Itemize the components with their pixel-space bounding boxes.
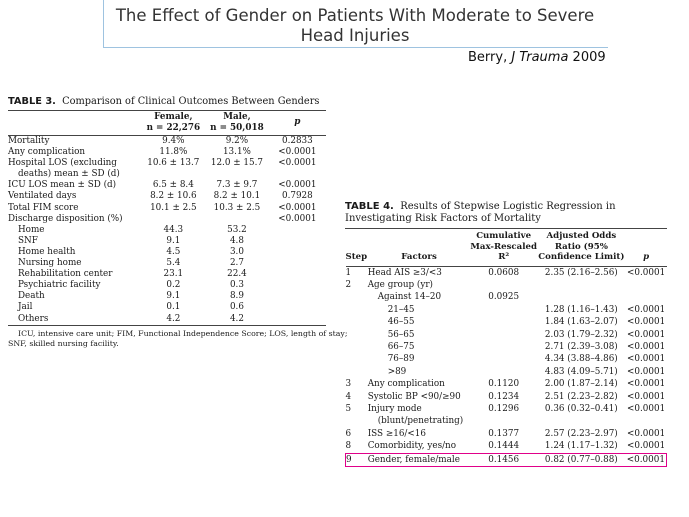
male-value: 22.4 (227, 269, 247, 280)
r2-value (470, 279, 537, 291)
table-3-header-female-line-2: n = 22,276 (146, 122, 201, 133)
table-row (8, 147, 326, 158)
table-3-header-female-line-1: Female, (154, 112, 193, 122)
step (346, 341, 368, 353)
p-value (269, 280, 326, 291)
step: 9 (346, 453, 368, 466)
p-value: 0.7928 (281, 191, 313, 202)
table-3-footnote-line-1: ICU, intensive care unit; FIM, Functional Independence Score; LOS, length of stay; (18, 328, 348, 338)
factor: Any complication (367, 379, 445, 390)
r2-value: 0.0925 (488, 292, 520, 303)
table-row (8, 258, 326, 269)
odds-ratio: 4.34 (3.88–4.86) (544, 354, 618, 365)
slide-title-line-2: Head Injuries (300, 26, 410, 45)
odds-ratio: 0.36 (0.32–0.41) (544, 403, 618, 414)
row-label: Psychiatric facility (18, 280, 101, 291)
row-label: Discharge disposition (%) (8, 213, 123, 224)
row-label (8, 158, 142, 180)
table-row (346, 291, 667, 303)
table-4-header-or-line-3: Confidence Limit) (538, 252, 625, 262)
r2-value (470, 329, 537, 341)
table-3-header-male-line-1: Male, (223, 112, 251, 122)
table-4-header-factors: Factors (368, 229, 471, 266)
table-row (346, 316, 667, 328)
p-value: <0.0001 (627, 379, 666, 390)
r2-value: 0.1444 (488, 441, 520, 452)
table-4-header-step: Step (346, 229, 368, 266)
table-row (8, 191, 326, 202)
table-row (346, 403, 667, 428)
factor: 76–89 (387, 354, 415, 365)
table-4-header-or-line-1: Adjusted Odds (546, 231, 617, 241)
female-value: 4.5 (166, 246, 181, 257)
odds-ratio: 2.57 (2.23–2.97) (544, 428, 618, 439)
r2-value: 0.1456 (470, 453, 537, 466)
table-row (8, 136, 326, 148)
slide-title-line-1: The Effect of Gender on Patients With Moderate to Severe (115, 6, 595, 25)
table-row (8, 236, 326, 247)
odds-ratio: 2.71 (2.39–3.08) (544, 341, 618, 352)
row-label: Nursing home (18, 258, 82, 269)
citation-journal: J Trauma (511, 50, 569, 65)
table-row (8, 247, 326, 258)
row-label: Total FIM score (8, 202, 79, 213)
table-row (346, 428, 667, 440)
female-value: 6.5 ± 8.4 (152, 180, 194, 191)
p-value: <0.0001 (627, 341, 666, 352)
male-value: 7.3 ± 9.7 (216, 180, 258, 191)
p-value (269, 258, 326, 269)
p-value: <0.0001 (278, 147, 317, 158)
step: 3 (345, 379, 352, 390)
table-row (8, 314, 326, 326)
p-value (269, 269, 326, 280)
table-4-grid (345, 229, 667, 467)
odds-ratio: 1.24 (1.17–1.32) (544, 441, 618, 452)
table-row (346, 391, 667, 403)
factor: Against 14–20 (377, 292, 442, 303)
table-4-header-r2-line-1: Cumulative (476, 231, 532, 241)
p-value: <0.0001 (627, 329, 666, 340)
odds-ratio: 2.00 (1.87–2.14) (544, 379, 618, 390)
p-value: <0.0001 (278, 202, 317, 213)
female-value: 9.1 (166, 291, 181, 302)
table-4-header-r2 (470, 229, 537, 266)
citation-year: 2009 (568, 50, 606, 65)
female-value (142, 214, 206, 225)
row-label: ICU LOS mean ± SD (d) (8, 180, 117, 191)
step: 8 (345, 441, 352, 452)
row-label: Any complication (8, 147, 86, 158)
row-label: Others (8, 314, 142, 326)
table-3-label: TABLE 3. (8, 96, 56, 107)
slide-title (107, 6, 603, 46)
table-4-label: TABLE 4. (345, 201, 394, 212)
table-row (346, 341, 667, 353)
table-3-header-female (142, 111, 206, 136)
table-row (8, 225, 326, 236)
r2-value (470, 366, 537, 378)
male-value (205, 214, 269, 225)
table-row (8, 180, 326, 191)
citation (468, 50, 606, 65)
r2-value (470, 353, 537, 365)
table-4-header-p: p (626, 229, 667, 266)
table-row (8, 203, 326, 214)
odds-ratio (537, 279, 626, 291)
p-value: <0.0001 (627, 403, 666, 414)
r2-value: 0.1234 (488, 391, 520, 402)
row-label: Jail (18, 302, 33, 313)
female-value: 9.1 (166, 235, 181, 246)
row-label: Mortality (8, 136, 50, 146)
table-row (346, 366, 667, 378)
row-label: SNF (18, 235, 38, 246)
table-3 (8, 94, 348, 349)
male-value: 0.6 (229, 302, 244, 313)
table-row (8, 214, 326, 225)
female-value: 10.6 ± 13.7 (147, 158, 200, 169)
table-4-header-or (537, 229, 626, 266)
odds-ratio: 1.28 (1.16–1.43) (544, 304, 618, 315)
factor: 56–65 (387, 329, 415, 340)
table-4-caption (345, 199, 667, 229)
r2-value (470, 304, 537, 316)
table-3-header-male (205, 111, 269, 136)
p-value (269, 314, 326, 326)
step: 4 (345, 391, 352, 402)
citation-author: Berry, (468, 50, 512, 65)
p-value (626, 291, 667, 303)
table-4-header-or-line-2: Ratio (95% (554, 241, 608, 252)
step (346, 353, 368, 365)
p-value (269, 247, 326, 258)
row-label: Rehabilitation center (18, 269, 113, 280)
step: 1 (345, 267, 352, 278)
male-value: 10.3 ± 2.5 (213, 202, 261, 213)
r2-value: 0.0608 (488, 267, 520, 278)
table-4 (345, 199, 667, 467)
table-row (346, 440, 667, 453)
odds-ratio: 2.03 (1.79–2.32) (544, 329, 618, 340)
odds-ratio: 4.83 (4.09–5.71) (544, 366, 618, 377)
r2-value (470, 316, 537, 328)
female-value: 44.3 (163, 224, 184, 235)
highlighted-gender-row (346, 453, 667, 466)
p-value (269, 291, 326, 302)
p-value: <0.0001 (627, 267, 666, 278)
factor-line-2: (blunt/penetrating) (377, 416, 464, 427)
factor: Comorbidity, yes/no (367, 441, 457, 452)
p-value: <0.0001 (627, 391, 666, 402)
male-value: 3.0 (229, 246, 244, 257)
r2-value: 0.1120 (488, 379, 520, 390)
step: 5 (345, 403, 352, 414)
factor: Age group (yr) (367, 279, 433, 290)
row-label-line-1: Hospital LOS (excluding (8, 158, 117, 169)
odds-ratio: 1.84 (1.63–2.07) (544, 317, 618, 328)
p-value: <0.0001 (278, 213, 317, 224)
factor: 66–75 (387, 341, 415, 352)
table-row (346, 266, 667, 279)
factor: 21–45 (387, 304, 415, 315)
row-label-line-2: deaths) mean ± SD (d) (18, 169, 120, 180)
table-row (8, 302, 326, 313)
odds-ratio (537, 291, 626, 303)
table-row (346, 378, 667, 390)
table-3-footnote-line-2: SNF, skilled nursing facility. (8, 338, 119, 348)
step: 2 (345, 279, 352, 290)
factor: >89 (387, 366, 407, 377)
factor-line-1: Injury mode (367, 403, 422, 414)
step (346, 316, 368, 328)
female-value: 10.1 ± 2.5 (150, 202, 197, 213)
table-3-header-blank (8, 111, 142, 136)
step (346, 366, 368, 378)
table-row (8, 280, 326, 291)
male-value: 9.2% (225, 136, 249, 146)
p-value: <0.0001 (626, 454, 665, 465)
male-value: 2.7 (229, 258, 244, 269)
row-label: Ventilated days (8, 191, 77, 202)
male-value: 8.9 (229, 291, 244, 302)
p-value (269, 302, 326, 313)
female-value: 9.4% (162, 136, 185, 146)
step (346, 329, 368, 341)
table-3-header-male-line-2: n = 50,018 (210, 122, 264, 133)
table-4-header-r2-line-2: Max-Rescaled (470, 241, 537, 252)
row-label: Home (18, 224, 45, 235)
table-3-caption-text: Comparison of Clinical Outcomes Between Genders (62, 96, 320, 107)
p-value (269, 236, 326, 247)
factor: Systolic BP <90/≥90 (367, 391, 461, 402)
table-3-header-p: p (269, 111, 326, 136)
factor: Gender, female/male (368, 453, 471, 466)
male-value: 12.0 ± 15.7 (210, 158, 263, 169)
female-value: 23.1 (163, 269, 184, 280)
row-label: Home health (18, 246, 76, 257)
p-value: <0.0001 (627, 441, 666, 452)
p-value: <0.0001 (627, 354, 666, 365)
r2-value: 0.1296 (488, 403, 520, 414)
factor: 46–55 (387, 317, 415, 328)
odds-ratio: 0.82 (0.77–0.88) (537, 453, 626, 466)
factor: ISS ≥16/<16 (367, 428, 426, 439)
factor (368, 403, 471, 428)
table-row (8, 269, 326, 280)
p-value: <0.0001 (627, 428, 666, 439)
p-value (626, 279, 667, 291)
table-3-grid (8, 111, 326, 326)
female-value: 0.1 (166, 302, 181, 313)
table-3-caption (8, 94, 326, 111)
male-value: 0.3 (229, 280, 244, 291)
factor: Head AIS ≥3/<3 (367, 267, 442, 278)
male-value: 4.2 (205, 314, 269, 326)
p-value: <0.0001 (627, 366, 666, 377)
step: 6 (345, 428, 352, 439)
table-row (346, 329, 667, 341)
table-row (8, 158, 326, 180)
table-row (346, 304, 667, 316)
table-3-footnote (8, 326, 348, 349)
row-label: Death (18, 291, 45, 302)
p-value: <0.0001 (278, 180, 317, 191)
table-4-caption-text: Results of Stepwise Logistic Regression in Investigating Risk Factors of Mortality (345, 201, 616, 224)
female-value: 4.2 (142, 314, 206, 326)
male-value: 53.2 (227, 224, 247, 235)
male-value: 8.2 ± 10.1 (213, 191, 261, 202)
table-row (346, 353, 667, 365)
female-value: 0.2 (166, 280, 181, 291)
step (346, 291, 368, 303)
step (346, 304, 368, 316)
female-value: 11.8% (159, 147, 188, 158)
p-value: <0.0001 (627, 317, 666, 328)
p-value: <0.0001 (278, 158, 317, 169)
p-value (269, 225, 326, 236)
r2-value (470, 341, 537, 353)
odds-ratio: 2.35 (2.16–2.56) (544, 267, 618, 278)
female-value: 8.2 ± 10.6 (150, 191, 197, 202)
male-value: 4.8 (229, 235, 244, 246)
table-row (8, 291, 326, 302)
p-value: <0.0001 (627, 304, 666, 315)
table-row (346, 279, 667, 291)
female-value: 5.4 (166, 258, 181, 269)
r2-value: 0.1377 (488, 428, 520, 439)
p-value: 0.2833 (281, 136, 313, 146)
odds-ratio: 2.51 (2.23–2.82) (544, 391, 618, 402)
male-value: 13.1% (222, 147, 251, 158)
table-4-header-r2-line-3: R² (498, 252, 510, 262)
